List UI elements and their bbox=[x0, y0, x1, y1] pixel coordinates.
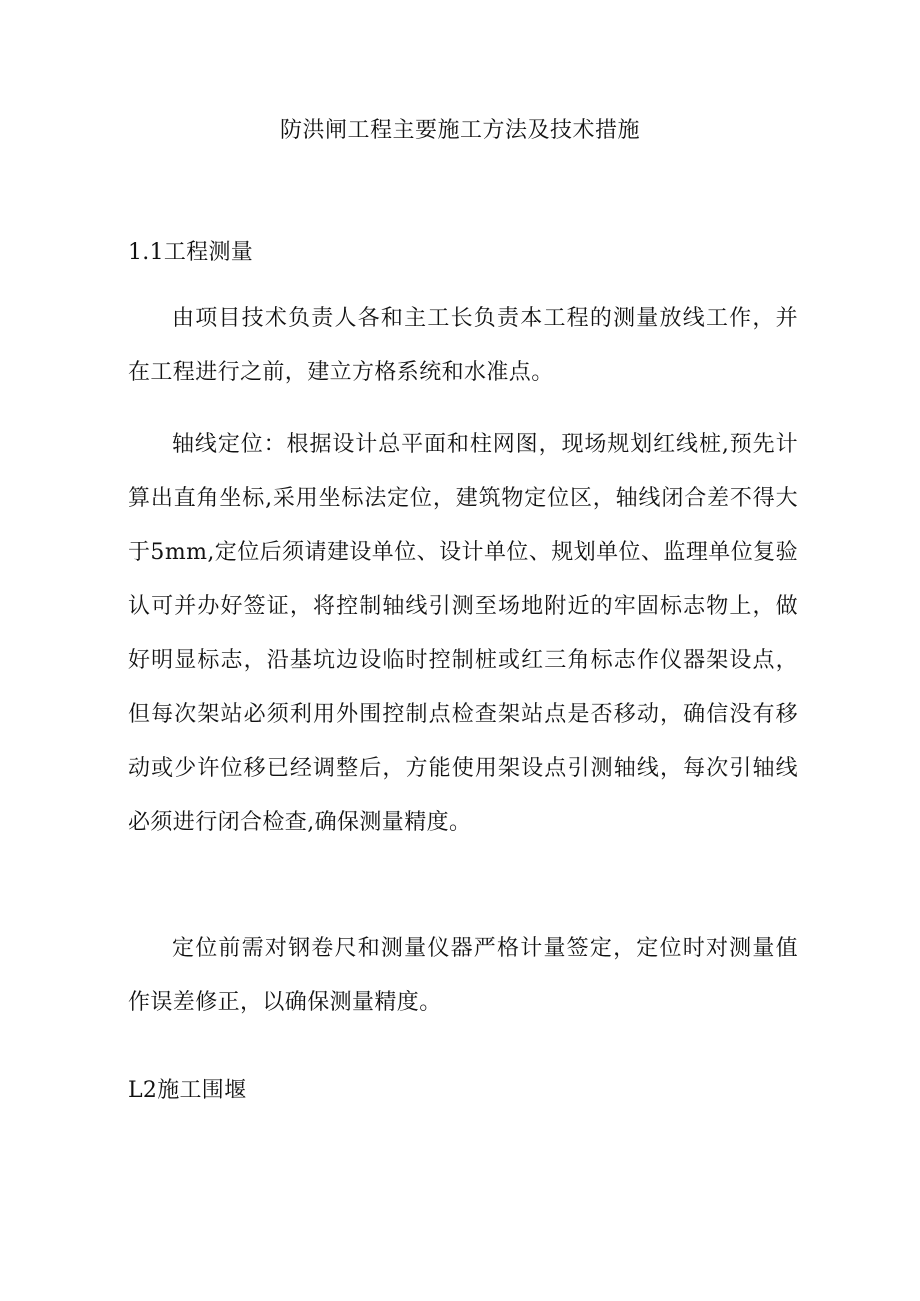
paragraph-2: 轴线定位：根据设计总平面和柱网图，现场规划红线桩,预先计算出直角坐标,采用坐标法定位，建筑物定位区，轴线闭合差不得大于5mm,定位后须请建设单位、设计单位、规划单位、监理单位复验认可并办好签证，将控制轴线引测至场地附近的牢固标志物上，做好明显标志，沿基坑边设临时控制桩或红三角标志作仪器架设点，但每次架站必须利用外围控制点检查架站点是否移动，确信没有移动或少许位移已经调整后，方能使用架设点引测轴线，每次引轴线必须进行闭合检查,确保测量精度。 bbox=[128, 432, 798, 835]
section-heading-1-1: 1.1工程测量 bbox=[128, 240, 254, 265]
document-title: 防洪闸工程主要施工方法及技术措施 bbox=[279, 118, 640, 143]
paragraph-3: 定位前需对钢卷尺和测量仪器严格计量签定，定位时对测量值作误差修正，以确保测量精度。 bbox=[128, 936, 798, 1015]
paragraph-1: 由项目技术负责人各和主工长负责本工程的测量放线工作，并在工程进行之前，建立方格系统和水准点。 bbox=[128, 306, 798, 385]
section-heading-1-2: L2施工围堰 bbox=[128, 1078, 247, 1103]
